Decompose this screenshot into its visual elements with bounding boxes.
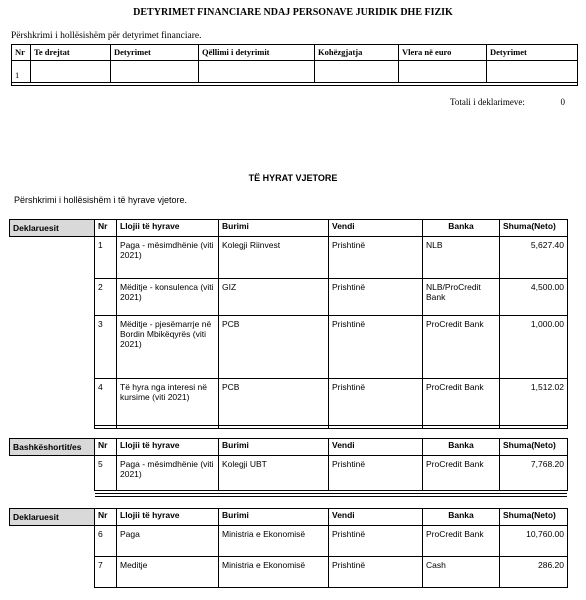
income-nr: 3	[95, 316, 117, 379]
debts-col-purpose: Qëllimi i detyrimit	[199, 45, 315, 61]
income-col-bank: Banka	[423, 439, 500, 456]
income-nr: 7	[95, 557, 117, 588]
debt-nr: 1	[12, 61, 31, 83]
debts-col-rights: Te drejtat	[31, 45, 111, 61]
debt-cell	[199, 61, 315, 83]
table-row	[10, 526, 568, 557]
income-amount: 1,512.02	[500, 379, 568, 429]
income-amount: 5,627.40	[500, 237, 568, 279]
income-table-spouse	[9, 438, 568, 491]
income-col-amount: Shuma(Neto)	[500, 509, 568, 526]
debt-cell	[31, 61, 111, 83]
group-footer-rule	[95, 493, 567, 497]
income-type: Paga - mësimdhënie (viti 2021)	[117, 237, 219, 279]
income-col-type: Llojii të hyrave	[117, 439, 219, 456]
income-col-source: Burimi	[219, 509, 329, 526]
income-bank: ProCredit Bank	[423, 456, 500, 491]
debts-description: Përshkrimi i hollësishëm për detyrimet financiare.	[11, 31, 202, 41]
table-row	[10, 316, 568, 379]
income-bank: NLB	[423, 237, 500, 279]
debt-cell	[399, 61, 487, 83]
debts-table	[11, 44, 578, 86]
income-source: Ministria e Ekonomisë	[219, 526, 329, 557]
debts-col-duration: Kohëzgjatja	[315, 45, 399, 61]
income-col-type: Llojii të hyrave	[117, 509, 219, 526]
income-amount: 4,500.00	[500, 279, 568, 316]
income-place: Prishtinë	[329, 526, 423, 557]
debt-cell	[487, 61, 578, 83]
income-bank: ProCredit Bank	[423, 526, 500, 557]
debts-col-value: Vlera në euro	[399, 45, 487, 61]
table-row	[10, 456, 568, 491]
income-place: Prishtinë	[329, 279, 423, 316]
income-col-nr: Nr	[95, 509, 117, 526]
income-place: Prishtinë	[329, 456, 423, 491]
income-col-amount: Shuma(Neto)	[500, 220, 568, 237]
income-amount: 10,760.00	[500, 526, 568, 557]
debts-table-footer-rule	[12, 83, 578, 86]
income-table-declarant-2	[9, 508, 568, 588]
income-col-amount: Shuma(Neto)	[500, 439, 568, 456]
income-bank: Cash	[423, 557, 500, 588]
income-type: Paga	[117, 526, 219, 557]
debts-header-row	[12, 45, 578, 61]
table-row	[10, 279, 568, 316]
income-source: Kolegji UBT	[219, 456, 329, 491]
income-source: PCB	[219, 316, 329, 379]
income-type: Meditje	[117, 557, 219, 588]
income-bank: ProCredit Bank	[423, 316, 500, 379]
income-title: TË HYRAT VJETORE	[248, 173, 338, 183]
income-nr: 5	[95, 456, 117, 491]
income-source: PCB	[219, 379, 329, 429]
income-amount: 7,768.20	[500, 456, 568, 491]
income-nr: 6	[95, 526, 117, 557]
income-source: Kolegji Riinvest	[219, 237, 329, 279]
income-col-bank: Banka	[423, 220, 500, 237]
income-place: Prishtinë	[329, 379, 423, 429]
income-col-source: Burimi	[219, 439, 329, 456]
income-col-place: Vendi	[329, 509, 423, 526]
group-label: Deklaruesit	[10, 220, 95, 237]
debts-col-obligations-2: Detyrimet	[487, 45, 578, 61]
group-label: Deklaruesit	[10, 509, 95, 526]
income-type: Mëditje - pjesëmarrje në Bordin Mbikëqyrës (viti 2021)	[117, 316, 219, 379]
income-col-bank: Banka	[423, 509, 500, 526]
debts-total	[450, 97, 565, 107]
table-row	[10, 237, 568, 279]
income-place: Prishtinë	[329, 557, 423, 588]
income-col-place: Vendi	[329, 220, 423, 237]
debts-col-obligations: Detyrimet	[111, 45, 199, 61]
income-type: Mëditje - konsulenca (viti 2021)	[117, 279, 219, 316]
income-col-place: Vendi	[329, 439, 423, 456]
income-description: Përshkrimi i hollësishëm i të hyrave vjetore.	[14, 195, 188, 205]
income-source: GIZ	[219, 279, 329, 316]
income-nr: 2	[95, 279, 117, 316]
debts-title: DETYRIMET FINANCIARE NDAJ PERSONAVE JURIDIK DHE FIZIK	[133, 7, 453, 18]
income-col-nr: Nr	[95, 439, 117, 456]
income-header-row	[10, 439, 568, 456]
debt-cell	[315, 61, 399, 83]
income-bank: NLB/ProCredit Bank	[423, 279, 500, 316]
group-footer-rule	[95, 425, 567, 429]
table-row	[12, 61, 578, 83]
income-type: Paga - mësimdhënie (viti 2021)	[117, 456, 219, 491]
debt-cell	[111, 61, 199, 83]
income-header-row	[10, 509, 568, 526]
income-header-row	[10, 220, 568, 237]
income-nr: 1	[95, 237, 117, 279]
income-type: Të hyra nga interesi në kursime (viti 2021)	[117, 379, 219, 429]
income-place: Prishtinë	[329, 237, 423, 279]
table-row	[10, 379, 568, 429]
group-label: Bashkëshortit/es	[10, 439, 95, 456]
table-row	[10, 557, 568, 588]
income-col-type: Llojii të hyrave	[117, 220, 219, 237]
income-table-declarant	[9, 219, 568, 429]
income-amount: 1,000.00	[500, 316, 568, 379]
debts-total-value: 0	[560, 97, 565, 107]
income-col-nr: Nr	[95, 220, 117, 237]
debts-col-nr: Nr	[12, 45, 31, 61]
income-amount: 286.20	[500, 557, 568, 588]
income-place: Prishtinë	[329, 316, 423, 379]
income-col-source: Burimi	[219, 220, 329, 237]
income-source: Ministria e Ekonomisë	[219, 557, 329, 588]
income-bank: ProCredit Bank	[423, 379, 500, 429]
debts-total-label: Totali i deklarimeve:	[450, 97, 525, 107]
income-nr: 4	[95, 379, 117, 429]
